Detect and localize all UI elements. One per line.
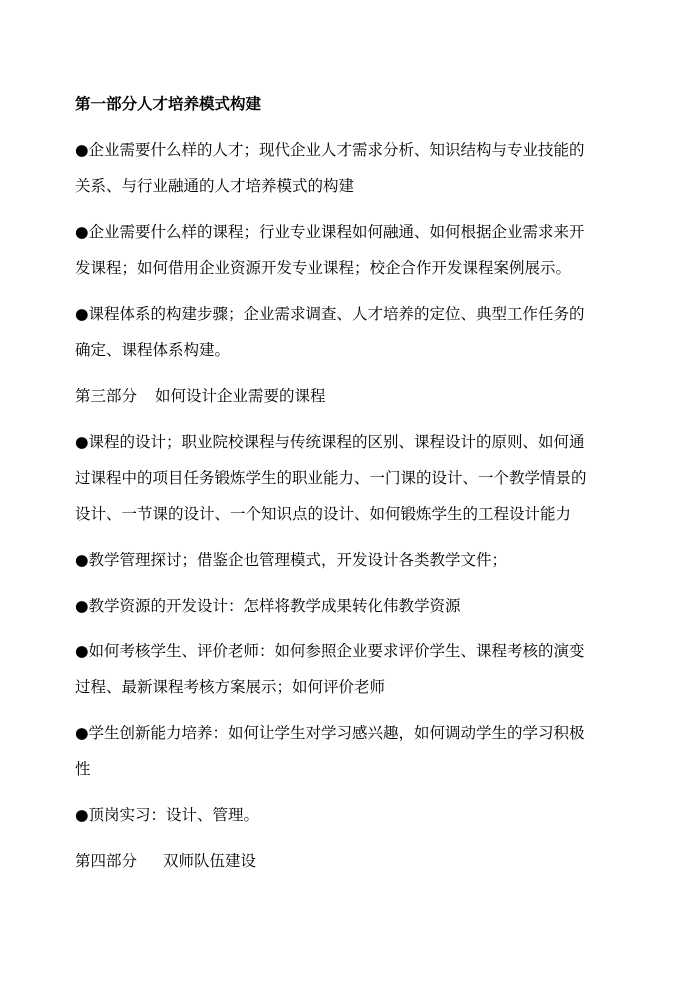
section1-item1-line2: 关系、与行业融通的人才培养模式的构建 [75,177,355,195]
section1-item3-line2: 确定、课程体系构建。 [75,341,231,359]
section3-item4-line1: ●如何考核学生、评价老师：如何参照企业要求评价学生、课程考核的演变 [75,642,585,660]
section1-item2-line1: ●企业需要什么样的课程；行业专业课程如何融通、如何根据企业需求来开 [75,223,585,241]
section1-item2-line2: 发课程；如何借用企业资源开发专业课程；校企合作开发课程案例展示。 [75,259,572,277]
section3-item3-line1: ●教学资源的开发设计：怎样将教学成果转化伟教学资源 [75,597,461,615]
section4-heading [75,851,256,871]
section3-heading-part: 第三部分 [75,387,138,405]
section3-heading [75,386,326,406]
section3-item6-line1: ●顶岗实习：设计、管理。 [75,806,260,824]
section1-item1-line1: ●企业需要什么样的人才；现代企业人才需求分析、知识结构与专业技能的 [75,141,585,159]
section4-heading-title: 双师队伍建设 [163,852,257,870]
section3-item5-line2: 性 [75,760,91,778]
section3-heading-title: 如何设计企业需要的课程 [155,387,326,405]
section3-item4-line2: 过程、最新课程考核方案展示；如何评价老师 [75,678,386,696]
section1-heading: 第一部分人才培养模式构建 [75,94,262,113]
section3-item1-line2: 过课程中的项目任务锻炼学生的职业能力、一门课的设计、一个教学情景的 [75,469,587,487]
section1-item3-line1: ●课程体系的构建步骤；企业需求调查、人才培养的定位、典型工作任务的 [75,305,585,323]
section3-item5-line1: ●学生创新能力培养：如何让学生对学习感兴趣，如何调动学生的学习积极 [75,724,585,742]
section4-heading-part: 第四部分 [75,852,138,870]
section3-item1-line3: 设计、一节课的设计、一个知识点的设计、如何锻炼学生的工程设计能力 [75,505,572,523]
section3-item1-line1: ●课程的设计；职业院校课程与传统课程的区别、课程设计的原则、如何通 [75,433,585,451]
section3-item2-line1: ●教学管理探讨；借鉴企也管理模式，开发设计各类教学文件； [75,551,508,569]
